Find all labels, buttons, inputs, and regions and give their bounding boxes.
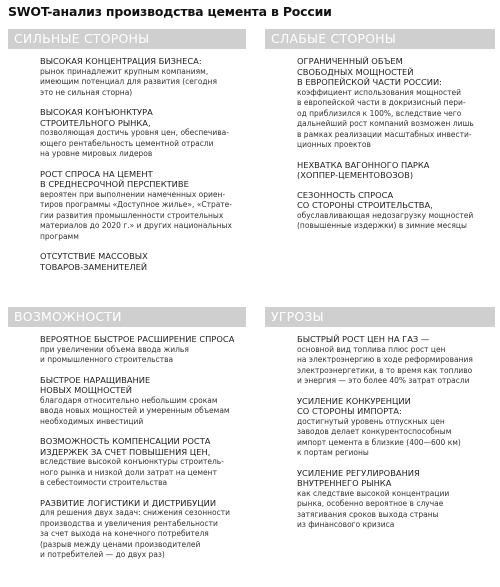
item-heading: ВЕРОЯТНОЕ БЫСТРОЕ РАСШИРЕНИЕ СПРОСА <box>40 334 235 344</box>
item-description: позволяющая достичь уровня цен, обеспечива- ющего рентабельность цементной отрасли на уровне мировых лидеров <box>40 128 229 158</box>
item-heading: ВОЗМОЖНОСТЬ КОМПЕНСАЦИИ РОСТА ИЗДЕРЖЕК ЗА СЧЕТ ПОВЫШЕНИЯ ЦЕН, <box>40 436 211 457</box>
item-heading: ВЫСОКАЯ КОНЦЕНТРАЦИЯ БИЗНЕСА: <box>40 56 202 66</box>
item-description: обуславливающая недозагрузку мощностей (повышенные издержки) в зимние месяцы <box>297 210 474 230</box>
weaknesses-panel <box>265 29 495 301</box>
item-heading: БЫСТРЫЙ РОСТ ЦЕН НА ГАЗ — <box>297 334 430 344</box>
opportunities-panel <box>8 307 246 585</box>
item-description: основной вид топлива плюс рост цен на электроэнергию в ходе реформирования электроэнергетики, в то время как топливо и энергия — это более 40% затрат отрасли <box>297 344 473 385</box>
item-description: как следствие высокой концентрации рынка, особенно вероятное в случае затягивания сроков выхода страны из финансового кризиса <box>297 488 450 529</box>
item-heading: ОГРАНИЧЕННЫЙ ОБЪЕМ СВОБОДНЫХ МОЩНОСТЕЙ В ЕВРОПЕЙСКОЙ ЧАСТИ РОССИИ: <box>297 56 442 87</box>
item-description: достигнутый уровень отпускных цен заводов делает конкурентоспособным импорт цемента в близкие (400—600 км) к портам регионы <box>297 416 461 457</box>
item-heading: БЫСТРОЕ НАРАЩИВАНИЕ НОВЫХ МОЩНОСТЕЙ <box>40 374 151 395</box>
weaknesses-item <box>297 56 491 151</box>
weaknesses-item <box>297 160 491 181</box>
item-heading: УСИЛЕНИЕ РЕГУЛИРОВАНИЯ ВНУТРЕННЕГО РЫНКА <box>297 467 420 488</box>
strengths-item <box>40 107 242 160</box>
strengths-header: СИЛЬНЫЕ СТОРОНЫ <box>8 29 246 49</box>
threats-panel <box>265 307 495 585</box>
item-heading: УСИЛЕНИЕ КОНКУРЕНЦИИ СО СТОРОНЫ ИМПОРТА: <box>297 395 411 416</box>
item-heading: СЕЗОННОСТЬ СПРОСА СО СТОРОНЫ СТРОИТЕЛЬСТВА, <box>297 189 433 210</box>
opportunities-header: ВОЗМОЖНОСТИ <box>8 307 246 327</box>
weaknesses-item <box>297 190 491 232</box>
item-heading: РАЗВИТИЕ ЛОГИСТИКИ И ДИСТРИБУЦИИ <box>40 497 217 508</box>
item-description: благодаря относительно небольшим срокам ввода новых мощностей и умеренным объемам необходимых инвестиций <box>40 395 230 426</box>
item-description: рынок принадлежит крупным компаниям, имеющим потенциал для развития (сегодня это не сильная сторна) <box>40 66 218 97</box>
strengths-item <box>40 56 242 98</box>
page-title: SWOT-анализ производства цемента в России <box>8 4 332 19</box>
item-heading: НЕХВАТКА ВАГОННОГО ПАРКА (ХОППЕР-ЦЕМЕНТОВОЗОВ) <box>297 159 430 180</box>
item-description: вследствие высокой конъюнктуры строитель- ного рынка и низкой доли затрат на цемент в себестоимости строительства <box>40 457 224 487</box>
opportunities-item <box>40 375 242 428</box>
item-heading: ВЫСОКАЯ КОНЪЮНКТУРА СТРОИТЕЛЬНОГО РЫНКА, <box>40 107 153 128</box>
opportunities-item <box>40 498 242 561</box>
item-description: вероятен при выполнении намеченных ориен- тиров программы «Доступное жилье», «Страте- гии развития промышленности строительных материалов до 2020 г.» и других национальных программ <box>40 189 232 241</box>
item-description: при увеличении объема ввода жилья и промышленного строительства <box>40 344 189 364</box>
threats-header: УГРОЗЫ <box>265 307 495 327</box>
item-heading: ОТСУТСТВИЕ МАССОВЫХ ТОВАРОВ-ЗАМЕНИТЕЛЕЙ <box>40 251 148 272</box>
item-description: коэффициент использования мощностей в европейской части в докризисный пери- од приблизился к 100%, вследствие чего дальнейший рост компаний возможен лишь в рамках реализации масштабных инвести- ционных проектов <box>297 87 474 149</box>
threats-item <box>297 396 491 459</box>
strengths-item <box>40 251 242 272</box>
strengths-panel <box>8 29 246 301</box>
item-heading: РОСТ СПРОСА НА ЦЕМЕНТ В СРЕДНЕСРОЧНОЙ ПЕРСПЕКТИВЕ <box>40 168 189 189</box>
item-description: для решения двух задач: снижения сезонности производства и увеличения рентабельности за счет выхода на конечного потребителя (разрыв между ценами производителей и потребителей — до двух раз) <box>40 508 230 559</box>
weaknesses-header: СЛАБЫЕ СТОРОНЫ <box>265 29 495 49</box>
opportunities-item <box>40 334 242 366</box>
strengths-item <box>40 169 242 243</box>
threats-item <box>297 334 491 387</box>
threats-item <box>297 468 491 531</box>
opportunities-item <box>40 436 242 489</box>
